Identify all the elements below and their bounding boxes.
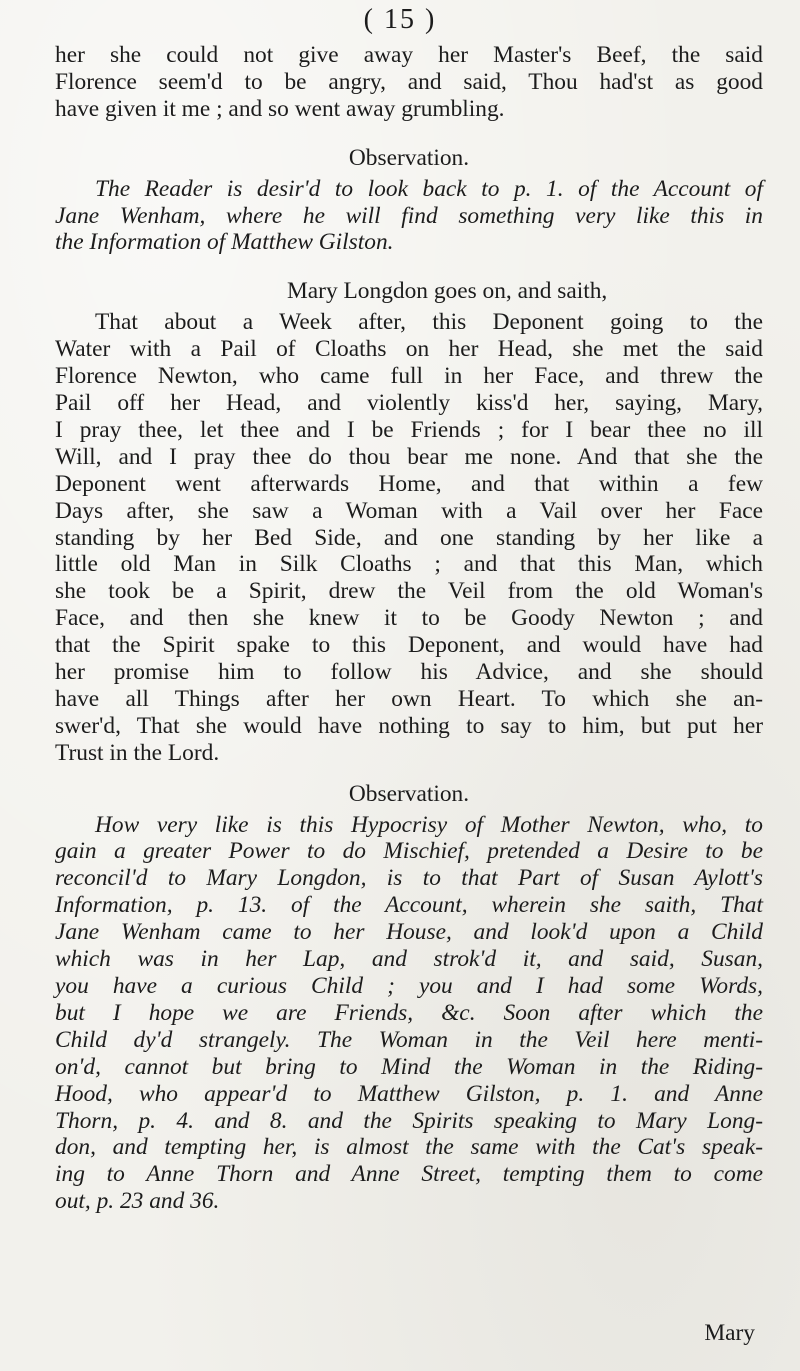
text-line: Face, and then she knew it to be Goody Newton ; and <box>55 605 763 632</box>
observation-heading: Observation. <box>348 144 470 171</box>
body-text <box>55 42 763 1215</box>
text-line: Information, p. 13. of the Account, wherein she saith, That <box>55 892 763 919</box>
text-line: How very like is this Hypocrisy of Mother Newton, who, to <box>95 811 763 838</box>
text-line: Water with a Pail of Cloaths on her Head, she met the said <box>55 336 763 363</box>
text-line: little old Man in Silk Cloaths ; and that this Man, which <box>55 551 763 578</box>
text-line: Florence Newton, who came full in her Face, and threw the <box>55 363 763 390</box>
text-line: she took be a Spirit, drew the Veil from the old Woman's <box>55 578 763 605</box>
text-line: gain a greater Power to do Mischief, pretended a Desire to be <box>55 838 763 865</box>
paragraph-1 <box>55 42 763 123</box>
text-line: Will, and I pray thee do thou bear me none. And that she the <box>55 443 763 470</box>
text-line: her she could not give away her Master's Beef, the said <box>55 42 763 68</box>
text-line: standing by her Bed Side, and one standing by her like a <box>55 524 763 551</box>
text-line: Days after, she saw a Woman with a Vail over her Face <box>55 497 763 524</box>
text-line: have all Things after her own Heart. To which she an- <box>55 685 763 712</box>
text-line: reconcil'd to Mary Longdon, is to that Part of Susan Aylott's <box>55 865 763 892</box>
text-line: Florence seem'd to be angry, and said, Thou had'st as good <box>55 68 763 95</box>
text-line: Child dy'd strangely. The Woman in the Veil here menti- <box>55 1026 763 1053</box>
text-line: swer'd, That she would have nothing to say to him, but put her <box>55 712 763 739</box>
text-line: her promise him to follow his Advice, and she should <box>55 659 763 686</box>
text-line: that the Spirit spake to this Deponent, and would have had <box>55 632 763 659</box>
text-line: Deponent went afterwards Home, and that within a few <box>55 470 763 497</box>
text-line: the Information of Matthew Gilston. <box>55 229 394 256</box>
text-line: ing to Anne Thorn and Anne Street, tempting them to come <box>55 1161 763 1188</box>
text-line: Jane Wenham came to her House, and look'd upon a Child <box>55 919 763 946</box>
text-line: but I hope we are Friends, &c. Soon after which the <box>55 999 763 1026</box>
text-line: That about a Week after, this Deponent going to the <box>95 309 763 336</box>
text-line: Hood, who appear'd to Matthew Gilston, p. 1. and Anne <box>55 1080 763 1107</box>
text-line: don, and tempting her, is almost the same with the Cat's speak- <box>55 1134 763 1161</box>
text-line: The Reader is desir'd to look back to p. 1. of the Account of <box>95 175 763 202</box>
paragraph-4 <box>55 812 763 1216</box>
text-line: on'd, cannot but bring to Mind the Woman in the Riding- <box>55 1053 763 1080</box>
catchword: Mary <box>704 1320 755 1346</box>
text-line: out, p. 23 and 36. <box>55 1188 220 1215</box>
text-line: have given it me ; and so went away grumbling. <box>55 95 505 122</box>
text-line: I pray thee, let thee and I be Friends ; for I bear thee no ill <box>55 416 763 443</box>
text-line: Jane Wenham, where he will find something very like this in <box>55 202 763 229</box>
text-line: you have a curious Child ; you and I had some Words, <box>55 973 763 999</box>
paragraph-2 <box>55 176 763 257</box>
text-line: which was in her Lap, and strok'd it, and said, Susan, <box>55 946 763 973</box>
paragraph-3 <box>55 309 763 766</box>
observation-heading: Observation. <box>348 780 470 807</box>
section-heading: Mary Longdon goes on, and saith, <box>287 278 608 305</box>
text-line: Thorn, p. 4. and 8. and the Spirits speaking to Mary Long- <box>55 1107 763 1134</box>
text-line: Trust in the Lord. <box>55 739 220 766</box>
page-number: ( 15 ) <box>363 4 437 35</box>
text-line: Pail off her Head, and violently kiss'd her, saying, Mary, <box>55 389 763 416</box>
